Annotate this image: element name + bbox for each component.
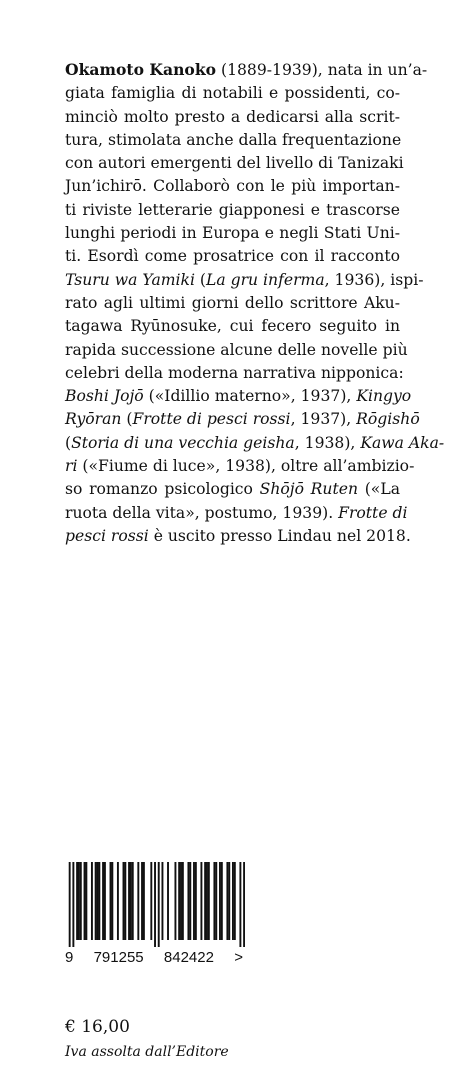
- bio-text-run: celebri della moderna narrativa nipponica:: [65, 363, 404, 382]
- barcode-bar: [110, 862, 112, 940]
- barcode-bar: [174, 862, 176, 940]
- bio-line: [65, 502, 408, 525]
- barcode-bar: [150, 862, 152, 940]
- barcode-bar: [167, 862, 169, 940]
- barcode-bar: [219, 862, 221, 940]
- bio-text-run: minciò molto presto a dedicarsi alla scrit-: [65, 107, 400, 126]
- barcode-bar: [187, 862, 189, 940]
- bio-text-run: tagawa Ryūnosuke, cui fecero seguito in: [65, 317, 400, 336]
- bio-text-run: con autori emergenti del livello di Tanizaki: [65, 154, 404, 173]
- barcode-bar: [78, 862, 80, 940]
- bio-line: [65, 106, 400, 129]
- barcode-bar: [221, 862, 223, 940]
- bio-line: [65, 269, 424, 292]
- bio-text-run: ruota della vita», postumo, 1939).: [65, 503, 339, 522]
- bio-text-run: (1889-1939), nata in un’a-: [216, 61, 428, 79]
- bio-text-run: ri: [65, 457, 78, 476]
- bio-text-run: , 1937),: [290, 410, 357, 429]
- barcode-bar: [84, 862, 86, 940]
- barcode-bar: [195, 862, 197, 940]
- barcode-bar: [161, 862, 163, 940]
- bio-text-run: lunghi periodi in Europa e negli Stati Uni-: [65, 224, 400, 243]
- bio-text-run: Okamoto Kanoko: [65, 60, 217, 79]
- bio-line: [65, 339, 408, 362]
- barcode-bar: [200, 862, 202, 940]
- barcode-quiet-zone-marker: >: [234, 949, 243, 966]
- bio-text-run: ti riviste letterarie giapponesi e trascorse: [65, 200, 400, 219]
- barcode-bar: [208, 862, 210, 940]
- barcode-bar: [180, 862, 182, 940]
- barcode-digits: [65, 949, 243, 966]
- bio-text-run: Shōjō Ruten: [259, 480, 359, 499]
- barcode-bar: [104, 862, 106, 940]
- barcode-bar: [178, 862, 180, 940]
- bio-line: [65, 58, 428, 82]
- barcode-bar: [243, 862, 245, 947]
- bio-text-run: rato agli ultimi giorni dello scrittore Aku-: [65, 293, 400, 312]
- bio-text-run: («Idillio materno», 1937),: [143, 387, 357, 406]
- bio-line: [65, 362, 404, 385]
- barcode-digit-right-group: 842422: [163, 949, 214, 966]
- bio-text-run: («Fiume di luce», 1938), oltre all’ambizio-: [77, 457, 415, 476]
- barcode-bar: [72, 862, 74, 947]
- barcode-bar: [193, 862, 195, 940]
- bio-text-run: Tsuru wa Yamiki: [65, 270, 195, 289]
- barcode-digit-lead: 9: [65, 949, 74, 966]
- barcode-bar: [228, 862, 230, 940]
- bio-line: [65, 432, 445, 455]
- bio-text-run: giata famiglia di notabili e possidenti, co-: [65, 84, 400, 103]
- isbn-barcode: [65, 862, 245, 987]
- bio-line: [65, 82, 400, 105]
- barcode-bar: [95, 862, 97, 940]
- barcode-bar: [204, 862, 206, 940]
- barcode-bar: [215, 862, 217, 940]
- bio-text-run: (: [121, 410, 133, 429]
- bio-text-run: tura, stimolata anche dalla frequentazione: [65, 130, 402, 149]
- barcode-bar: [80, 862, 82, 940]
- bio-line: [65, 455, 415, 478]
- barcode-bar: [182, 862, 184, 940]
- barcode-bar: [206, 862, 208, 940]
- bio-text-run: (: [65, 433, 72, 452]
- barcode-bar: [234, 862, 236, 940]
- bio-line: [65, 478, 400, 501]
- barcode-bar: [158, 862, 160, 947]
- bio-text-run: Kawa Aka-: [360, 433, 445, 452]
- bio-line: [65, 245, 400, 268]
- bio-line: [65, 525, 411, 548]
- bio-text-run: Storia di una vecchia geisha: [71, 433, 295, 452]
- bio-line: [65, 292, 400, 315]
- bio-line: [65, 175, 400, 198]
- bio-line: [65, 222, 400, 245]
- barcode-bar: [141, 862, 143, 940]
- bio-line: [65, 129, 400, 152]
- barcode-bar: [137, 862, 139, 940]
- barcode-bar: [213, 862, 215, 940]
- barcode-bar: [85, 862, 87, 940]
- bio-text-run: ti. Esordì come prosatrice con il racconto: [65, 247, 400, 266]
- bio-line: [65, 408, 420, 431]
- barcode-bar: [143, 862, 145, 940]
- bio-text-run: La gru inferma: [206, 270, 325, 289]
- price: € 16,00: [65, 1017, 130, 1037]
- barcode-bar: [226, 862, 228, 940]
- bio-text-run: Jun’ichirō. Collaborò con le più importan-: [65, 177, 400, 196]
- barcode-bar: [111, 862, 113, 940]
- bio-text-run: so romanzo psicologico: [65, 480, 260, 499]
- vat-note: Iva assolta dall’Editore: [65, 1044, 229, 1060]
- bio-text-run: (: [194, 270, 207, 289]
- bio-text-run: Frotte di pesci rossi: [132, 410, 291, 429]
- bio-text-run: Boshi Jojō: [65, 387, 144, 406]
- barcode-bar: [189, 862, 191, 940]
- bio-text-run: Ryōran: [65, 410, 122, 429]
- barcode-bar: [91, 862, 93, 940]
- barcode-bar: [98, 862, 100, 940]
- barcode-bar: [132, 862, 134, 940]
- barcode-bar: [232, 862, 234, 940]
- bio-line: [65, 315, 400, 338]
- bio-line: [65, 199, 400, 222]
- barcode-bar: [102, 862, 104, 940]
- barcode-bar: [97, 862, 99, 940]
- bio-text-run: pesci rossi: [65, 526, 149, 545]
- barcode-bar: [123, 862, 125, 940]
- bio-text-run: Frotte di: [338, 503, 408, 522]
- bio-text-run: Kingyo: [356, 387, 412, 406]
- barcode-bar: [117, 862, 119, 940]
- bio-line: [65, 385, 412, 408]
- barcode-bars: [65, 862, 245, 947]
- bio-text-run: Rōgishō: [356, 410, 420, 429]
- barcode-bar: [124, 862, 126, 940]
- barcode-bar: [128, 862, 130, 940]
- bio-text-run: rapida successione alcune delle novelle più: [65, 340, 408, 359]
- bio-text-run: , 1936), ispi-: [324, 270, 424, 289]
- barcode-bar: [76, 862, 78, 940]
- barcode-digit-left-group: 791255: [93, 949, 144, 966]
- barcode-bar: [239, 862, 241, 947]
- bio-text-run: è uscito presso Lindau nel 2018.: [148, 526, 411, 545]
- barcode-bar: [130, 862, 132, 940]
- author-biography: [65, 58, 445, 548]
- bio-text-run: («La: [358, 480, 400, 499]
- bio-line: [65, 152, 404, 175]
- barcode-bar: [69, 862, 71, 947]
- bio-text-run: , 1938),: [294, 433, 361, 452]
- barcode-bar: [154, 862, 156, 947]
